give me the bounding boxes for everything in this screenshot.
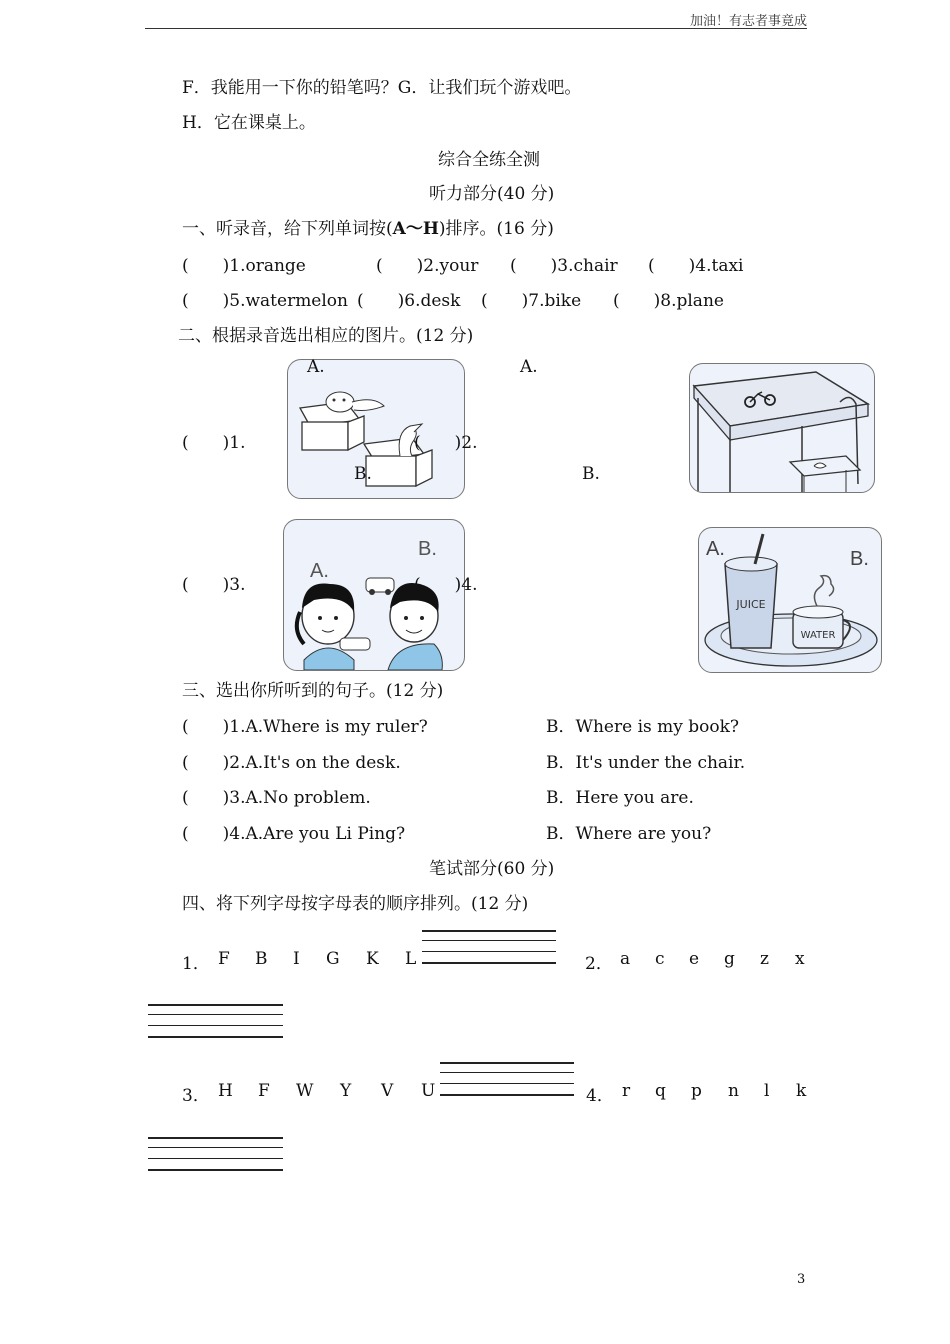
q1-item[interactable]: ( )6.desk bbox=[357, 291, 461, 311]
writing-lines[interactable] bbox=[148, 1004, 283, 1040]
letter: n bbox=[728, 1081, 739, 1101]
q2-item[interactable]: ( )1. bbox=[182, 433, 246, 453]
q3-option-b[interactable]: B．Where is my book? bbox=[546, 717, 740, 737]
q4-row-number: 2． bbox=[585, 954, 613, 974]
letter: q bbox=[655, 1081, 666, 1101]
q2-3-label-a: A. bbox=[310, 560, 329, 582]
juice-label: JUICE bbox=[736, 598, 766, 611]
header-rule bbox=[145, 28, 807, 29]
letter: F bbox=[218, 949, 230, 969]
writing-lines[interactable] bbox=[148, 1137, 283, 1173]
q1-heading-range: A～H bbox=[392, 219, 439, 239]
letter: V bbox=[381, 1081, 394, 1101]
water-label: WATER bbox=[800, 630, 836, 641]
q2-heading: 二、根据录音选出相应的图片。(12 分) bbox=[178, 326, 474, 346]
letter: K bbox=[366, 949, 379, 969]
letter: g bbox=[724, 949, 735, 969]
letter: k bbox=[796, 1081, 807, 1101]
q2-4-label-b: B. bbox=[850, 548, 869, 570]
q3-option-b[interactable]: B．Where are you? bbox=[546, 824, 712, 844]
q2-3-label-b: B. bbox=[418, 538, 437, 560]
q3-heading: 三、选出你所听到的句子。(12 分) bbox=[182, 681, 444, 701]
desk-chair-image bbox=[689, 363, 875, 493]
q3-option-a[interactable]: ( )2.A.It's on the desk. bbox=[182, 753, 401, 773]
q1-item[interactable]: ( )1.orange bbox=[182, 256, 306, 276]
q4-row-number: 3． bbox=[182, 1086, 210, 1106]
q4-heading: 四、将下列字母按字母表的顺序排列。(12 分) bbox=[182, 894, 529, 914]
q2-1-label-b: B. bbox=[354, 464, 372, 484]
letter: W bbox=[296, 1081, 314, 1101]
letter: Y bbox=[340, 1081, 352, 1101]
prev-options-line1: F．我能用一下你的铅笔吗？G．让我们玩个游戏吧。 bbox=[182, 78, 582, 98]
listening-heading: 听力部分(40 分) bbox=[429, 184, 555, 204]
q1-item[interactable]: ( )3.chair bbox=[510, 256, 618, 276]
letter: p bbox=[691, 1081, 702, 1101]
q3-option-a[interactable]: ( )4.A.Are you Li Ping? bbox=[182, 824, 406, 844]
kids-illustration bbox=[284, 520, 464, 670]
q2-item[interactable]: ( )4. bbox=[414, 575, 478, 595]
letter: L bbox=[405, 949, 417, 969]
q3-option-a[interactable]: ( )3.A.No problem. bbox=[182, 788, 371, 808]
letter: e bbox=[689, 949, 700, 969]
q2-item[interactable]: ( )2. bbox=[414, 433, 478, 453]
header-slogan: 加油！有志者事竟成 bbox=[689, 14, 807, 29]
letter: a bbox=[620, 949, 631, 969]
writing-lines[interactable] bbox=[440, 1062, 574, 1098]
letter: B bbox=[255, 949, 268, 969]
letter: x bbox=[795, 949, 805, 969]
letter: I bbox=[293, 949, 300, 969]
q1-item[interactable]: ( )7.bike bbox=[481, 291, 582, 311]
letter: c bbox=[655, 949, 665, 969]
section-title: 综合全练全测 bbox=[438, 150, 540, 170]
q1-item[interactable]: ( )4.taxi bbox=[648, 256, 744, 276]
kids-toys-image bbox=[283, 519, 465, 671]
q1-heading-suffix: )排序。(16 分) bbox=[438, 219, 554, 239]
letter: H bbox=[218, 1081, 233, 1101]
q2-2-label-a: A. bbox=[520, 357, 538, 377]
desk-chair-illustration bbox=[690, 364, 874, 492]
q3-option-b[interactable]: B．Here you are. bbox=[546, 788, 694, 808]
q4-row-number: 1． bbox=[182, 954, 210, 974]
letter: F bbox=[258, 1081, 270, 1101]
q1-item[interactable]: ( )2.your bbox=[376, 256, 479, 276]
q1-heading bbox=[182, 214, 554, 239]
letter: U bbox=[421, 1081, 436, 1101]
letter: r bbox=[622, 1081, 631, 1101]
q2-2-label-b: B. bbox=[582, 464, 600, 484]
prev-options-line2: H．它在课桌上。 bbox=[182, 113, 316, 133]
q2-4-label-a: A. bbox=[706, 538, 725, 560]
q1-item[interactable]: ( )5.watermelon bbox=[182, 291, 348, 311]
page-number: 3 bbox=[797, 1272, 806, 1287]
letter: l bbox=[764, 1081, 770, 1101]
letter: z bbox=[760, 949, 769, 969]
q2-1-label-a: A. bbox=[307, 357, 325, 377]
q4-row-number: 4． bbox=[586, 1086, 614, 1106]
q1-heading-prefix: 一、听录音，给下列单词按( bbox=[182, 219, 393, 239]
q1-item[interactable]: ( )8.plane bbox=[613, 291, 724, 311]
q3-option-a[interactable]: ( )1.A.Where is my ruler? bbox=[182, 717, 428, 737]
letter: G bbox=[326, 949, 340, 969]
writing-heading: 笔试部分(60 分) bbox=[429, 859, 555, 879]
q2-item[interactable]: ( )3. bbox=[182, 575, 246, 595]
q3-option-b[interactable]: B．It's under the chair. bbox=[546, 753, 746, 773]
writing-lines[interactable] bbox=[422, 930, 556, 966]
